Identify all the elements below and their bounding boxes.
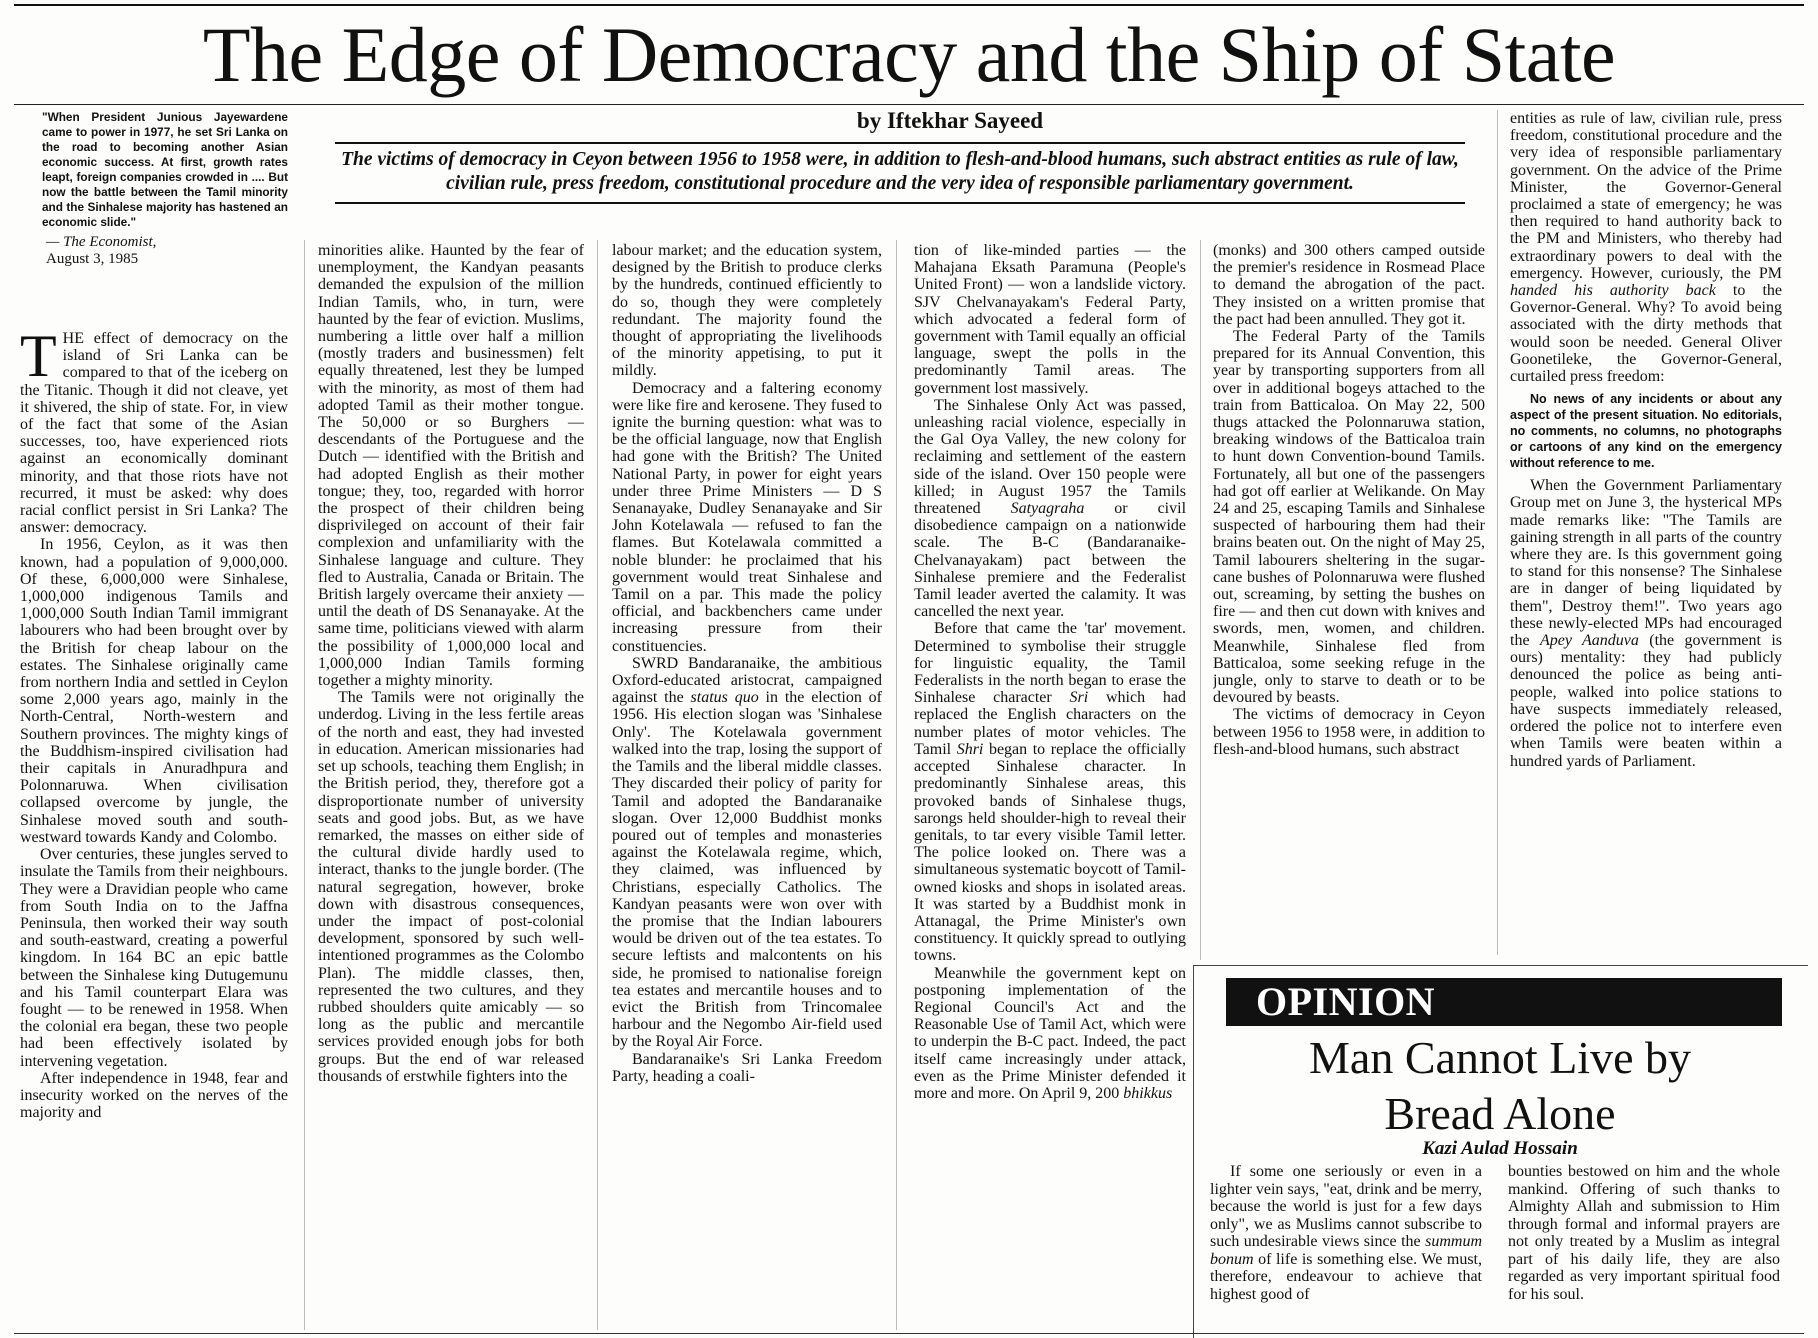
opinion-title-line-2: Bread Alone <box>1384 1088 1616 1139</box>
epigraph <box>42 110 288 268</box>
article-column-4 <box>914 242 1186 1330</box>
article-headline: The Edge of Democracy and the Ship of State <box>202 11 1616 98</box>
column-2-paragraph-2: The Tamils were not originally the underdog. Living in the less fertile areas of the north and east, they had invested in education. American missionaries had set up schools, teaching them English; in the British period, they, therefore got a disproportionate number of university seats and good jobs. But, as we have remarked, the masses on either side of the cultural divide hardly used to interact, thanks to the jungle border. (The natural segregation, however, broke down with disastrous consequences, under the impact of post-colonial development, sponsored by such well-intentioned programmes as the Colombo Plan). The middle classes, then, represented the two cultures, and they rubbed shoulders quite amicably — so long as the public and mercantile services provided enough jobs for both groups. But the end of war released thousands of erstwhile fighters into the <box>318 689 584 1085</box>
opinion-paragraph-1 <box>1210 1163 1482 1303</box>
column-2-paragraph-1: minorities alike. Haunted by the fear of unemployment, the Kandyan peasants demanded the expulsion of the million Indian Tamils, who, in turn, were haunted by the fear of eviction. Muslims, numbering a little over half a million (mostly traders and businessmen) felt equally threatened, lest they be lumped with the minority, as most of them had adopted Tamil as their mother tongue. The 50,000 or so Burghers — descendants of the Portuguese and the Dutch — identified with the British and had adopted English as their mother tongue; they, too, regarded with horror the prospect of their children being disprivileged on account of their fair complexion and unfamiliarity with the Sinhalese language and culture. They fled to Australia, Canada or Britain. The British largely overcame their anxiety — until the death of DS Senanayake. At the same time, politicians viewed with alarm the possibility of 1,000,000 local and 1,000,000 Indian Tamils forming together a mighty minority. <box>318 242 584 690</box>
column-6-paragraph-1 <box>1510 110 1782 385</box>
text-run: of life is something else. We must, therefore, endeavour to achieve that highest good of <box>1210 1250 1482 1303</box>
epigraph-source: — The Economist, <box>46 234 157 250</box>
column-1-paragraph-4: After independence in 1948, fear and insecurity worked on the nerves of the majority and <box>20 1069 288 1122</box>
article-column-1 <box>20 330 288 1330</box>
article-deck: The victims of democracy in Ceyon between 1956 to 1958 were, in addition to flesh-and-blood humans, such abstract entities as rule of law, civilian rule, press freedom, constitutional procedure and the very idea of responsible parliamentary government. <box>341 149 1459 194</box>
text-run: The Sinhalese Only Act was passed, unleashing racial violence, especially in the Gal Oya Valley, the new colony for reclaiming and settlement of the eastern side of the island. Over 150 people were killed; in August 1957 the Tamils threatened <box>914 396 1186 518</box>
top-rule <box>14 4 1804 6</box>
column-3-paragraph-4: Bandaranaike's Sri Lanka Freedom Party, heading a coali- <box>612 1050 882 1085</box>
column-1-paragraph-1 <box>20 330 288 536</box>
italic-run: status quo <box>690 689 759 707</box>
epigraph-date: August 3, 1985 <box>46 251 139 267</box>
epigraph-quote: "When President Junious Jayewardene came to power in 1977, he set Sri Lanka on the road to becoming another Asian economic success. At first, growth rates leapt, foreign companies crowded in .... But now the battle between the Tamil minority and the Sinhalese majority has hastened an economic slide." <box>42 110 288 229</box>
column-6-paragraph-3 <box>1510 477 1782 769</box>
column-divider <box>896 240 897 1330</box>
text-run: (the government is ours) mentality: they had publicly denounced the police as being anti-people, walked into police stations to have suspects immediately released, ordered the police not to interfere even when Tamils were beaten within a hundred yards of Parliament. <box>1510 632 1782 770</box>
text-run: or civil disobedience campaign on a nationwide scale. The B-C (Bandaranaike-Chelvanayakam) pact between the Sinhalese premiere and the Federalist Tamil leader averted the calamity. It was cancelled the next year. <box>914 500 1186 621</box>
italic-run: Sri <box>1069 689 1089 707</box>
column-divider <box>304 240 305 1330</box>
opinion-author: Kazi Aulad Hossain <box>1422 1138 1578 1159</box>
opinion-column-1 <box>1210 1163 1482 1333</box>
column-5-paragraph-3: The victims of democracy in Ceyon between 1956 to 1958 were, in addition to flesh-and-blood humans, such abstract <box>1213 706 1485 758</box>
text-run: in the election of 1956. His election slogan was 'Sinhalese Only'. The Kotelawala government walked into the trap, losing the support of the Tamils and the liberal middle classes. They discarded their policy of parity for Tamil and adopted the Bandaranaike slogan. Over 12,000 Buddhist monks poured out of temples and monasteries against the Kotelawala regime, which, they claimed, was influenced by Christians, especially Catholics. The Kandyan peasants were won over with the promise that the Indian labourers would be driven out of the tea estates. To secure leftists and malcontents on his side, he promised to nationalise foreign tea estates and mercantile houses and to evict the British from Trincomalee harbour and the Negombo Air-field used by the Royal Air Force. <box>612 689 882 1051</box>
column-1-paragraph-2: In 1956, Ceylon, as it was then known, had a population of 9,000,000. Of these, 6,000,000 were Sinhalese, 1,000,000 indigenous Tamils and 1,000,000 South Indian Tamil immigrant labourers who had been brought over by the British for cheap labour on the estates. The Sinhalese originally came from northern India and settled in Ceylon some 2,000 years ago, mainly in the North-Central, North-western and Southern provinces. The mighty kings of the Buddhism-inspired civilisation had their capitals in Anuradhpura and Polonnaruwa. When civilisation collapsed overcome by jungle, the Sinhalese moved south and south-westward towards Kandy and Colombo. <box>20 536 288 846</box>
text-run: Meanwhile the government kept on postponing implementation of the Regional Council's Act and the Reasonable Use of Tamil Act, which were to underpin the B-C pact. Indeed, the pact itself came increasingly under attack, even as the Prime Minister defended it more and more. On April 9, 200 <box>914 964 1186 1102</box>
text-run: Before that came the 'tar' movement. Determined to symbolise their struggle for linguistic equality, the Tamil Federalists in the north began to erase the Sinhalese character <box>914 620 1186 707</box>
article-byline: by Iftekhar Sayeed <box>856 108 1044 133</box>
column-4-paragraph-4 <box>914 965 1186 1103</box>
column-4-paragraph-2 <box>914 397 1186 621</box>
column-5-paragraph-2: The Federal Party of the Tamils prepared for its Annual Convention, this year by transporting supporters from all over in additional bogeys attached to the train from Batticaloa. On May 22, 500 thugs attacked the Polonnaruwa station, breaking windows of the Batticaloa train to hunt down Convention-bound Tamils. Fortunately, all but one of the passengers had got off earlier at Welikande. On May 24 and 25, escaping Tamils and Sinhalese suspected of harbouring them had their brains beaten out. On the night of May 25, Tamil labourers sheltering in the sugar-cane bushes of Polonnaruwa were flushed out, screaming, by setting the bushes on fire — and then cut down with knives and swords, men, women, and children. Meanwhile, Sinhalese fled from Batticaloa, some seeking refuge in the jungle, only to starve to death or to be devoured by beasts. <box>1213 328 1485 707</box>
text-run: began to replace the officially accepted Sinhalese character. In predominantly Sinhalese areas, this provoked bands of Sinhalese thugs, sarongs held shoulder-high to reveal their genitals, to tar every visible Tamil letter. The police looked on. There was a simultaneous systematic boycott of Tamil-owned kiosks and shops in isolated areas. It was started by a Buddhist monk in Attanagal, the Prime Minister's own constituency. It quickly spread to outlying towns. <box>914 740 1186 965</box>
opinion-column-2 <box>1508 1163 1780 1333</box>
column-6-emergency-order: No news of any incidents or about any aspect of the present situation. No editorials, no comments, no columns, no photographs or cartoons of any kind on the emergency without reference to me. <box>1510 392 1782 471</box>
column-5-paragraph-1: (monks) and 300 others camped outside the premier's residence in Rosmead Place to demand the abrogation of the pact. They insisted on a written promise that the pact had been annulled. They got it. <box>1213 242 1485 328</box>
column-4-paragraph-3 <box>914 620 1186 964</box>
column-4-paragraph-1: tion of like-minded parties — the Mahajana Eksath Paramuna (People's United Front) — won a landslide victory. SJV Chelvanayakam's Federal Party, which advocated a federal form of government with Tamil equally an official language, swept the polls in the predominantly Tamil areas. The government lost massively. <box>914 242 1186 397</box>
text-run: to the Governor-General. Why? To avoid being associated with the dirty methods that would soon be needed. General Oliver Goonetileke, the Governor-General, curtailed press freedom: <box>1510 282 1782 386</box>
column-divider <box>1497 110 1498 955</box>
headline-rule <box>14 104 1804 105</box>
column-divider <box>1200 240 1201 960</box>
column-1-paragraph-3: Over centuries, these jungles served to insulate the Tamils from their neighbours. They were a Dravidian people who came from South India on to the Jaffna Peninsula, then worked their way south and south-eastward, creating a powerful kingdom. In 164 BC an epic battle between the Sinhalese king Dutugemunu and his Tamil counterpart Elara was fought — to be renewed in 1958. When the colonial era began, these two people had been effectively isolated by intervening vegetation. <box>20 846 288 1070</box>
article-column-2 <box>318 242 584 1330</box>
italic-run: Apey Aanduva <box>1539 632 1639 650</box>
opinion-title-line-1: Man Cannot Live by <box>1309 1032 1691 1083</box>
column-3-paragraph-3 <box>612 655 882 1051</box>
column-3-paragraph-1: labour market; and the education system, designed by the British to produce clerks by the hundreds, continued efficiently to do so, though they were completely redundant. The majority found the thought of appropriating the livelihoods of the minority appetising, to put it mildly. <box>612 242 882 380</box>
column-1-paragraph-1-text: HE effect of democracy on the island of Sri Lanka can be compared to that of the iceberg on the Titanic. Though it did not cleave, yet it shivered, the ship of state. For, in view of the fact that some of the Asian successes, too, have experienced riots against an economically dominant minority, and that those riots have not recurred, it must be asked: why does racial conflict persist in Sri Lanka? The answer: democracy. <box>20 330 288 537</box>
text-run: If some one seriously or even in a lighter vein says, "eat, drink and be merry, because the world is just for a few days only", we as Muslims cannot subscribe to such undesirable views since the <box>1210 1163 1482 1250</box>
text-run: entities as rule of law, civilian rule, press freedom, constitutional procedure and the very idea of responsible parliamentary government. On the advice of the Prime Minister, the Governor-General proclaimed a state of emergency; he was then required to hand authority back to the PM and Ministers, who thereby had extraordinary powers to deal with the emergency. However, curiously, the PM <box>1510 110 1782 282</box>
italic-run: Satyagraha <box>1010 500 1085 518</box>
opinion-banner: OPINION <box>1226 978 1782 1026</box>
article-column-5 <box>1213 242 1485 954</box>
italic-run: handed his authority back <box>1510 282 1716 300</box>
text-run: SWRD Bandaranaike, the ambitious Oxford-educated aristocrat, campaigned against the <box>612 654 882 707</box>
deck-box <box>335 142 1465 204</box>
italic-run: summum bonum <box>1210 1233 1482 1268</box>
article-column-6 <box>1510 110 1782 954</box>
drop-cap: T <box>20 330 57 389</box>
bottom-rule <box>14 1333 1804 1334</box>
text-run: When the Government Parliamentary Group met on June 3, the hysterical MPs made remarks like: "The Tamils are gaining strength in all parts of the country where they are. Is this government going to stand for this nonsense? The Sinhalese are in danger of being liquidated by them", Destroy them!". Two years ago these newly-elected MPs had encouraged the <box>1510 477 1782 650</box>
text-run: which had replaced the English characters on the number plates of motor vehicles. The Tamil <box>914 689 1186 758</box>
column-divider <box>597 240 598 1330</box>
opinion-title <box>1200 1030 1800 1142</box>
italic-run: Shri <box>956 740 984 758</box>
opinion-paragraph-2: bounties bestowed on him and the whole mankind. Offering of such thanks to Almighty Allah and submission to Him through formal and informal prayers are not only treated by a Muslim as integral part of his daily life, they are also regarded as very important spiritual food for his soul. <box>1508 1163 1780 1303</box>
column-3-paragraph-2: Democracy and a faltering economy were like fire and kerosene. They fused to ignite the burning question: what was to be the official language, now that English had gone with the British? The United National Party, in power for eight years under three Prime Ministers — D S Senanayake, Dudley Senanayake and Sir John Kotelawala — refused to fan the flames. But Kotelawala committed a noble blunder: he proclaimed that his government would treat Sinhalese and Tamil on a par. This made the policy official, and backbenchers came under increasing pressure from their constituencies. <box>612 379 882 655</box>
italic-run: bhikkus <box>1123 1084 1173 1102</box>
article-column-3 <box>612 242 882 1330</box>
